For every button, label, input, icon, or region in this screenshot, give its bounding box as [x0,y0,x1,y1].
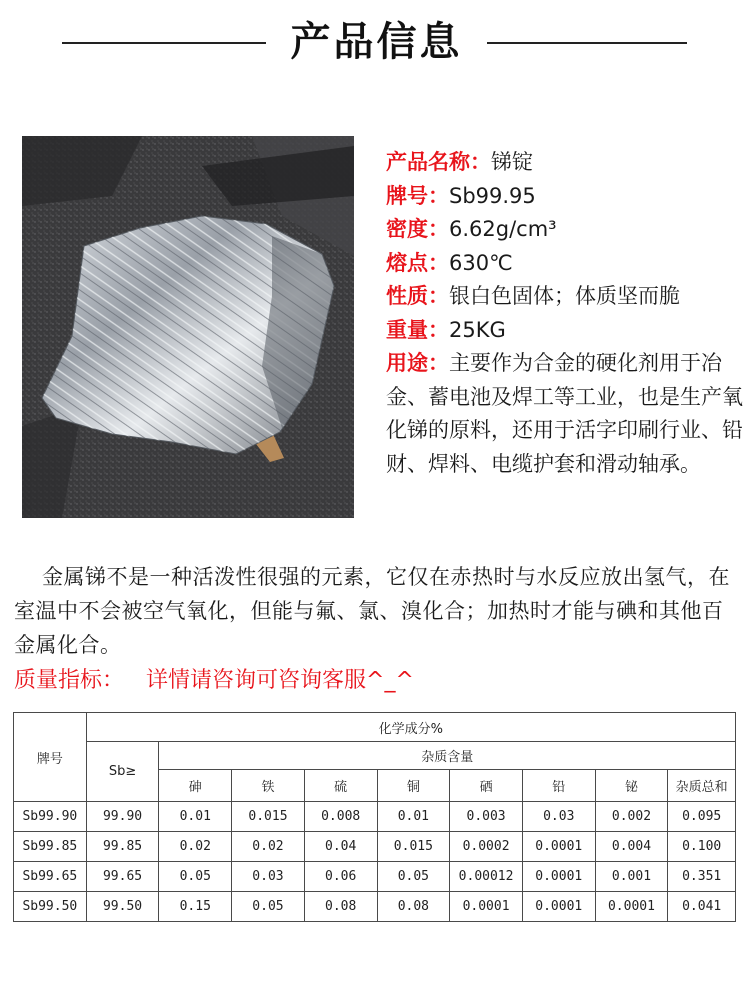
cell-value: 0.0001 [522,832,595,862]
table-row [14,862,736,892]
header-impurity-as: 砷 [159,770,232,802]
cell-value: 0.002 [595,802,668,832]
cell-value: 0.095 [668,802,736,832]
cell-value: 0.351 [668,862,736,892]
cell-value: 0.0001 [450,892,523,922]
cell-value: 0.041 [668,892,736,922]
spec-item-weight: 重量：25KG [386,317,506,342]
spec-item-usage: 用途：主要作为合金的硬化剂用于冶金、蓄电池及焊工等工业，也是生产氧化锑的原料，还用于活字印刷行业、铅财、焊料、电缆护套和滑动轴承。 [386,351,743,476]
table-row [14,802,736,832]
cell-value: 0.00012 [450,862,523,892]
cell-value: 0.02 [159,832,232,862]
cell-value: 0.015 [377,832,450,862]
cell-value: 0.04 [304,832,377,862]
cell-sb: 99.85 [86,832,159,862]
product-photo [22,136,354,518]
cell-value: 0.015 [232,802,305,832]
cell-value: 0.15 [159,892,232,922]
cell-value: 0.003 [450,802,523,832]
cell-grade: Sb99.50 [14,892,87,922]
spec-item-grade: 牌号：Sb99.95 [386,183,536,208]
cell-value: 0.05 [232,892,305,922]
cell-value: 0.0001 [522,862,595,892]
composition-table [13,712,736,922]
cell-grade: Sb99.90 [14,802,87,832]
cell-value: 0.01 [159,802,232,832]
cell-grade: Sb99.65 [14,862,87,892]
table-row [14,892,736,922]
quality-label: 质量指标： [14,668,125,693]
cell-value: 0.06 [304,862,377,892]
cell-value: 0.05 [377,862,450,892]
header-impurity-se: 硒 [450,770,523,802]
cell-value: 0.03 [232,862,305,892]
cell-value: 0.0001 [522,892,595,922]
cell-grade: Sb99.85 [14,832,87,862]
header-chem-composition: 化学成分% [86,713,735,742]
cell-value: 0.08 [377,892,450,922]
description-paragraph: 金属锑不是一种活泼性很强的元素，它仅在赤热时与水反应放出氢气，在室温中不会被空气氧化，但能与氟、氯、溴化合；加热时才能与碘和其他百金属化合。 [14,565,730,657]
header-impurity-fe: 铁 [232,770,305,802]
cell-sb: 99.50 [86,892,159,922]
cell-value: 0.08 [304,892,377,922]
page-title: 产品信息 [290,19,463,65]
cell-value: 0.001 [595,862,668,892]
header-impurity-total: 杂质总和 [668,770,736,802]
spec-item-density: 密度：6.62g/cm³ [386,217,557,241]
header-divider-right [487,42,687,44]
spec-list [386,146,746,481]
cell-value: 0.02 [232,832,305,862]
cell-value: 0.008 [304,802,377,832]
cell-sb: 99.65 [86,862,159,892]
cell-value: 0.0001 [595,892,668,922]
header-impurity-cu: 铜 [377,770,450,802]
cell-value: 0.05 [159,862,232,892]
table-row [14,832,736,862]
header-grade: 牌号 [14,713,87,802]
section-header [0,0,750,86]
header-impurity: 杂质含量 [159,742,736,770]
cell-value: 0.01 [377,802,450,832]
quality-line [14,663,414,694]
spec-item-melting-point: 熔点：630℃ [386,250,513,275]
header-impurity-pb: 铅 [522,770,595,802]
spec-item-name: 产品名称：锑锭 [386,150,533,174]
cell-value: 0.0002 [450,832,523,862]
spec-item-properties: 性质：银白色固体；体质坚而脆 [386,284,680,308]
cell-value: 0.03 [522,802,595,832]
header-divider-left [62,42,266,44]
quality-note: 详情请咨询可咨询客服^_^ [146,668,414,693]
header-sb: Sb≥ [86,742,159,802]
header-impurity-s: 硫 [304,770,377,802]
cell-value: 0.100 [668,832,736,862]
cell-sb: 99.90 [86,802,159,832]
header-impurity-bi: 铋 [595,770,668,802]
cell-value: 0.004 [595,832,668,862]
